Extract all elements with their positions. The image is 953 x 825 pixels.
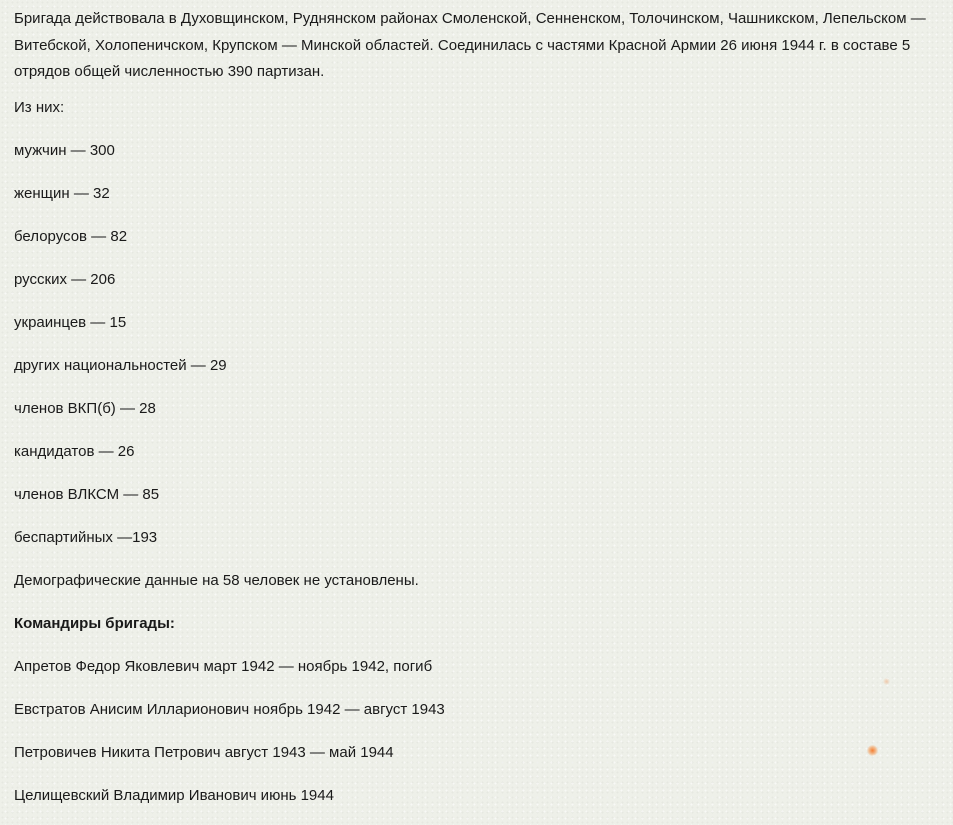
of-them-label: Из них:: [14, 98, 65, 116]
stat-vkpb-members: членов ВКП(б) — 28: [14, 399, 156, 417]
commanders-list: [14, 645, 944, 817]
stats-list: [14, 129, 944, 559]
stat-non-party: беспартийных —193: [14, 528, 158, 546]
stat-ukrainians: украинцев — 15: [14, 313, 127, 331]
intro-paragraph: Бригада действовала в Духовщинском, Руднянском районах Смоленской, Сенненском, Толочинском, Чашникском, Лепельском — Витебской, Холопеничском, Крупском — Минской областей. Соединилась с частями Красной Армии 26 июня 1944 г. в составе 5 отрядов общей численностью 390 партизан.: [14, 10, 926, 80]
stat-women: женщин — 32: [14, 184, 110, 202]
stat-other-nationalities: других национальностей — 29: [14, 356, 227, 374]
stat-vlksm-members: членов ВЛКСМ — 85: [14, 485, 160, 503]
stat-candidates: кандидатов — 26: [14, 442, 135, 460]
commander-item: Петровичев Никита Петрович август 1943 — май 1944: [14, 743, 394, 761]
commander-item: Целищевский Владимир Иванович июнь 1944: [14, 786, 334, 804]
commander-item: Апретов Федор Яковлевич март 1942 — ноябрь 1942, погиб: [14, 657, 433, 675]
stat-men: мужчин — 300: [14, 141, 115, 159]
demographic-note: Демографические данные на 58 человек не установлены.: [14, 571, 419, 589]
stat-russians: русских — 206: [14, 270, 116, 288]
commander-item: Евстратов Анисим Илларионович ноябрь 1942 — август 1943: [14, 700, 445, 718]
article-body: [14, 6, 944, 817]
commanders-heading: Командиры бригады:: [14, 614, 175, 632]
stat-belarusians: белорусов — 82: [14, 227, 128, 245]
